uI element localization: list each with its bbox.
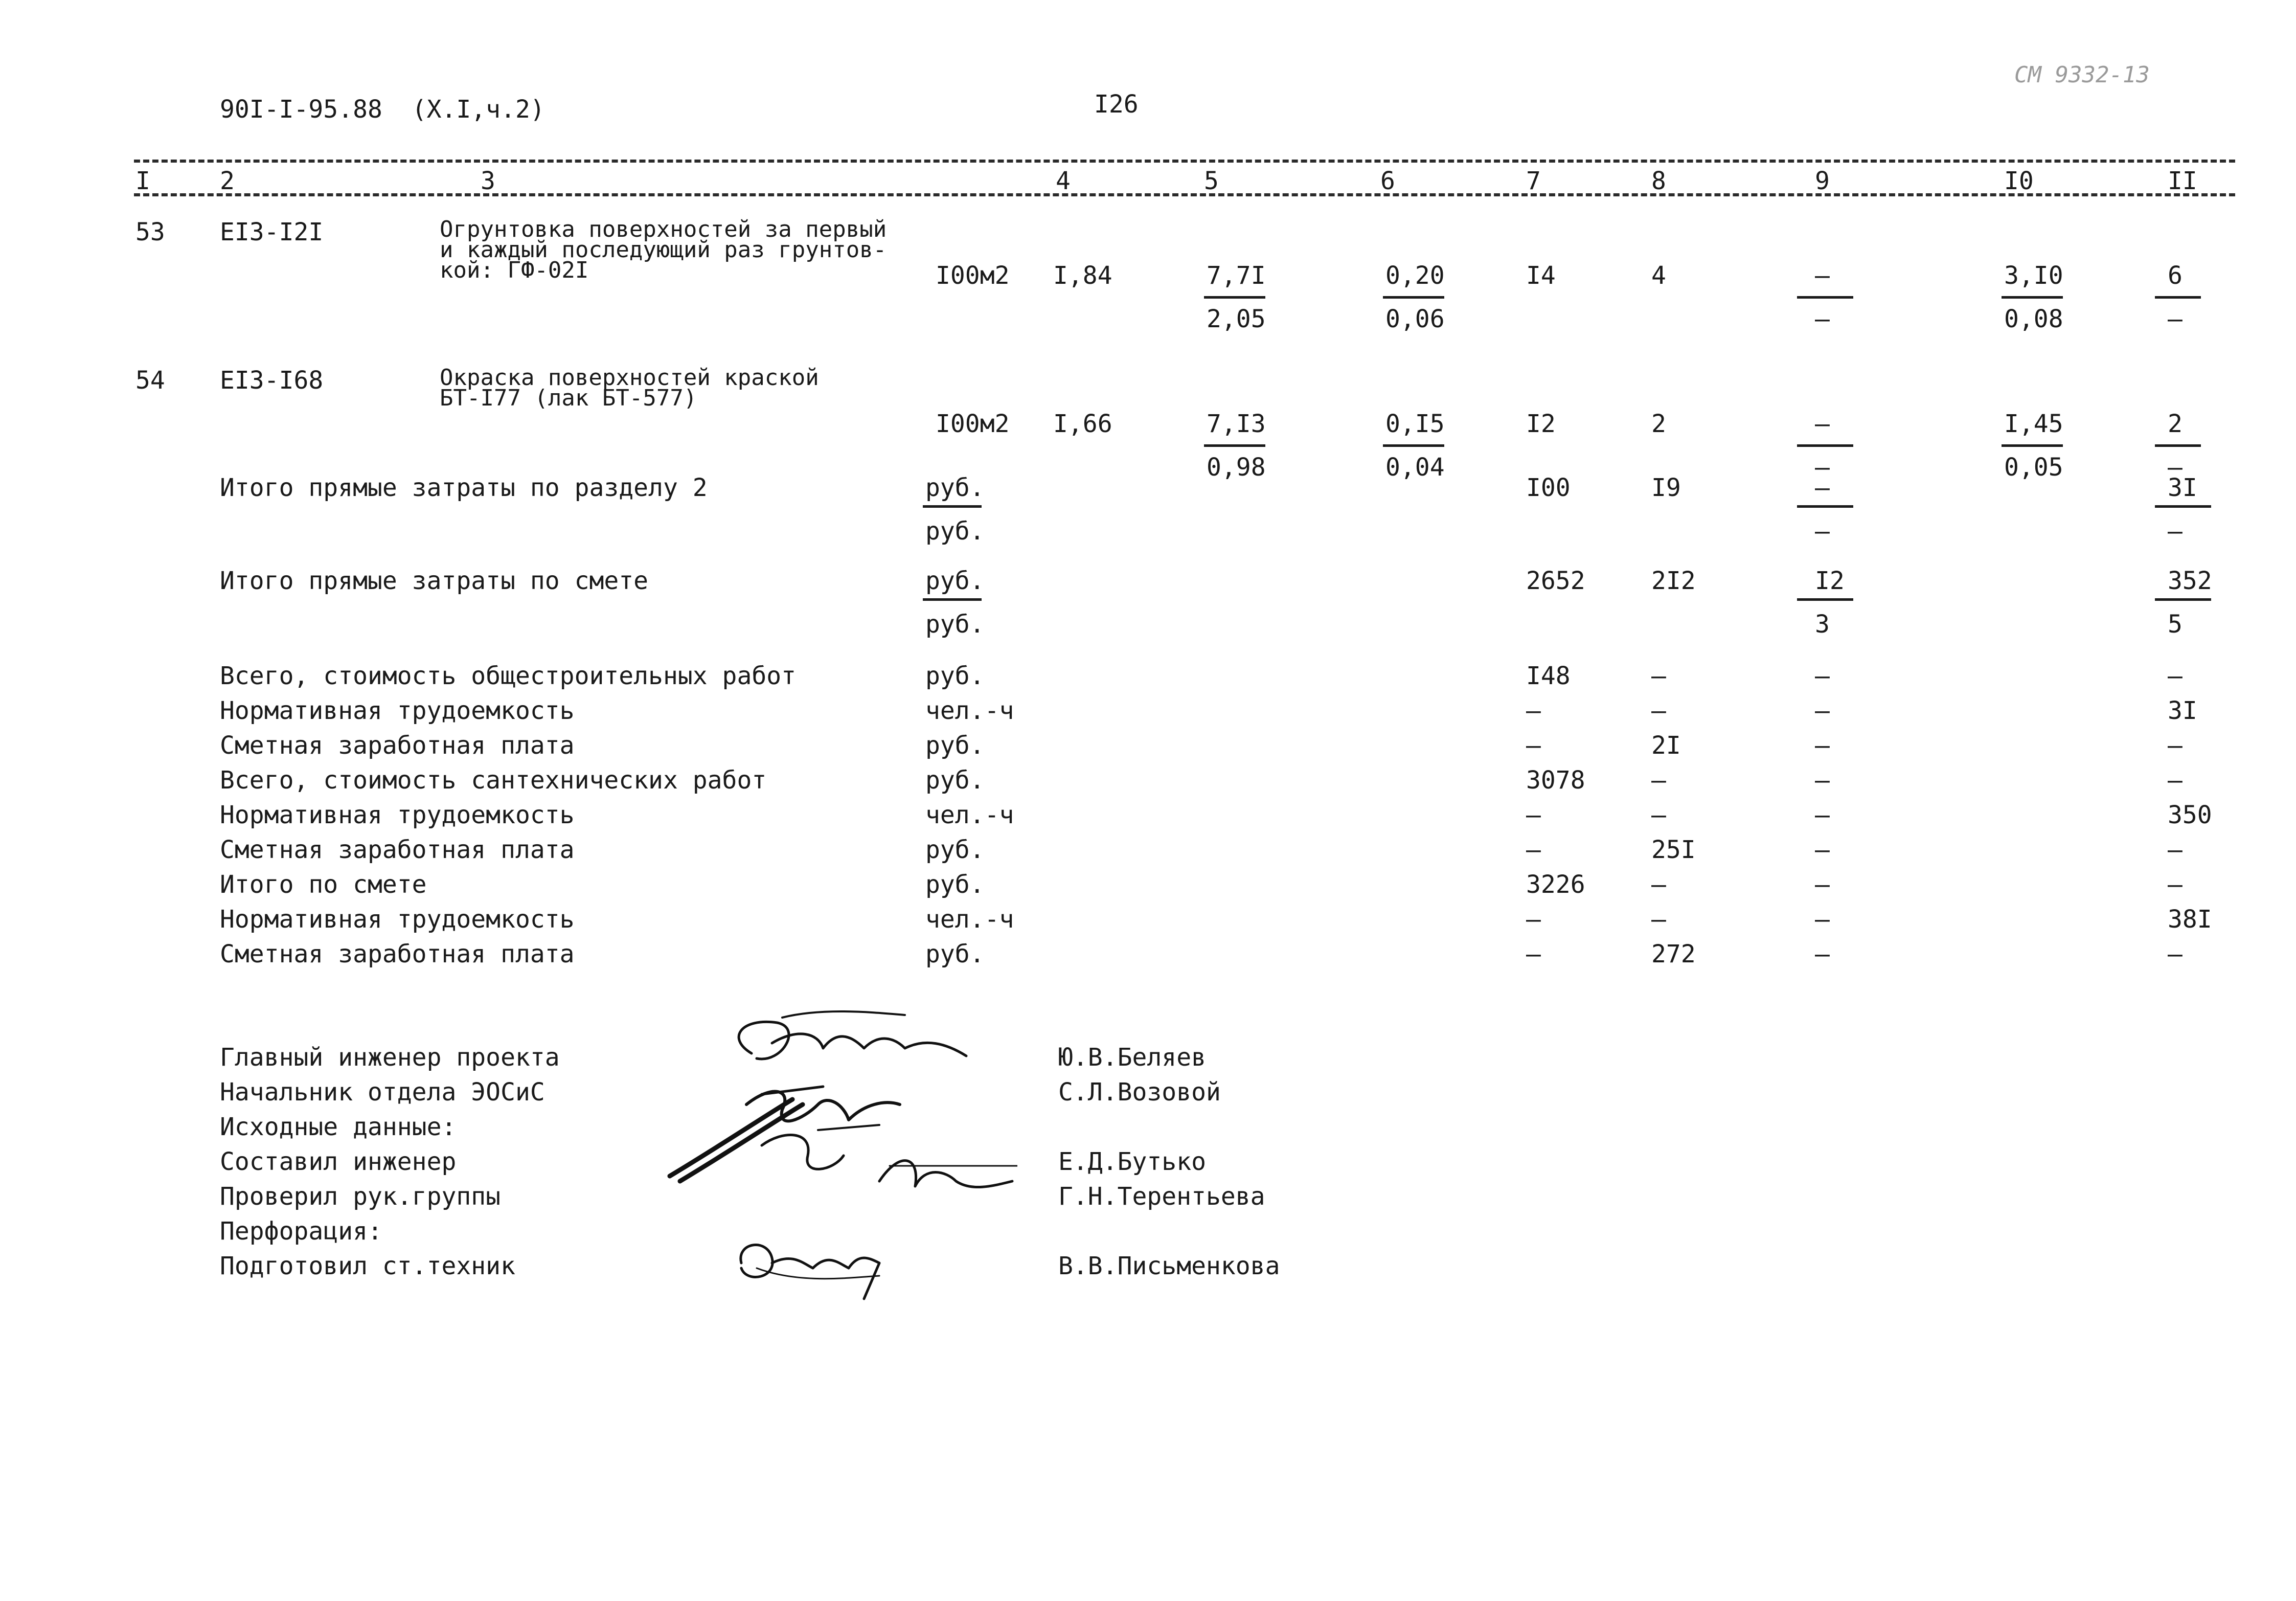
summary-machine: – <box>1815 870 1830 899</box>
work-description-line: и каждый последующий раз грунтов- <box>440 237 887 263</box>
summary-label: Нормативная трудоемкость <box>220 905 575 934</box>
signatory-role: Составил инженер <box>220 1147 457 1176</box>
signatory-name: Е.Д.Бутько <box>1058 1147 1206 1176</box>
column-number-9: 9 <box>1815 167 1830 195</box>
summary-labor: 38I <box>2168 905 2212 934</box>
column-number-7: 7 <box>1526 167 1541 195</box>
signature-pismenkova <box>726 1232 900 1309</box>
signatory-role: Проверил рук.группы <box>220 1182 501 1211</box>
machine-cost-top: – <box>1815 410 1830 438</box>
unit: I00м2 <box>936 261 1010 290</box>
column-number-3: 3 <box>481 167 495 195</box>
totals-label: Итого прямые затраты по смете <box>220 567 649 595</box>
totals-unit-top: руб. <box>925 567 985 595</box>
quantity: I,84 <box>1053 261 1112 290</box>
summary-unit: руб. <box>925 731 985 760</box>
fraction-bar <box>1383 444 1444 447</box>
signatory-name: Г.Н.Терентьева <box>1058 1182 1265 1211</box>
summary-labor: – <box>2168 940 2183 968</box>
summary-label: Нормативная трудоемкость <box>220 696 575 725</box>
totals-machine-bottom: 3 <box>1815 610 1830 639</box>
labor-unit-bottom: 0,05 <box>2004 453 2063 482</box>
summary-wages: – <box>1651 662 1666 690</box>
signatory-role: Подготовил ст.техник <box>220 1252 515 1280</box>
summary-cost: I48 <box>1526 662 1571 690</box>
unit: I00м2 <box>936 410 1010 438</box>
totals-unit-bottom: руб. <box>925 517 985 546</box>
signatory-name: В.В.Письменкова <box>1058 1252 1280 1280</box>
labor-total-top: 6 <box>2168 261 2183 290</box>
summary-machine: – <box>1815 905 1830 934</box>
summary-machine: – <box>1815 696 1830 725</box>
fraction-bar <box>2155 598 2211 601</box>
fraction-bar <box>923 598 982 601</box>
summary-wages: 25I <box>1651 836 1696 864</box>
fraction-bar <box>1383 296 1444 299</box>
unit-cost-total: 7,7I <box>1207 261 1266 290</box>
summary-labor: – <box>2168 662 2183 690</box>
summary-unit: чел.-ч <box>925 696 1014 725</box>
unit-cost-total: 7,I3 <box>1207 410 1266 438</box>
summary-wages: – <box>1651 801 1666 829</box>
signature-belyaev <box>721 1007 1007 1084</box>
totals-wages: I9 <box>1651 473 1681 502</box>
totals-machine-top: I2 <box>1815 567 1845 595</box>
totals-labor-bottom: 5 <box>2168 610 2183 639</box>
totals-labor-top: 352 <box>2168 567 2212 595</box>
unit-machine-wages: 0,06 <box>1385 305 1445 333</box>
unit-machine-cost: 0,I5 <box>1385 410 1445 438</box>
fraction-bar <box>1797 444 1853 447</box>
total-wages: 2 <box>1651 410 1666 438</box>
column-number-2: 2 <box>220 167 235 195</box>
fraction-bar <box>2155 444 2201 447</box>
summary-machine: – <box>1815 836 1830 864</box>
summary-label: Сметная заработная плата <box>220 731 575 760</box>
total-cost: I2 <box>1526 410 1556 438</box>
header-rule-top <box>134 160 2235 163</box>
summary-label: Сметная заработная плата <box>220 836 575 864</box>
signatory-role: Главный инженер проекта <box>220 1043 560 1072</box>
header-rule-bottom <box>134 193 2235 196</box>
labor-total-bottom: – <box>2168 305 2183 333</box>
totals-wages: 2I2 <box>1651 567 1696 595</box>
unit-cost-wages: 0,98 <box>1207 453 1266 482</box>
fraction-bar <box>1204 296 1265 299</box>
summary-unit: руб. <box>925 662 985 690</box>
summary-label: Сметная заработная плата <box>220 940 575 968</box>
column-number-1: I <box>135 167 150 195</box>
column-number-8: 8 <box>1651 167 1666 195</box>
total-wages: 4 <box>1651 261 1666 290</box>
summary-wages: – <box>1651 870 1666 899</box>
summary-label: Всего, стоимость общестроительных работ <box>220 662 797 690</box>
document-code: 90I-I-95.88 (X.I,ч.2) <box>220 95 545 124</box>
summary-wages: – <box>1651 905 1666 934</box>
unit-machine-cost: 0,20 <box>1385 261 1445 290</box>
totals-cost: I00 <box>1526 473 1571 502</box>
column-number-10: I0 <box>2004 167 2034 195</box>
unit-machine-wages: 0,04 <box>1385 453 1445 482</box>
summary-cost: – <box>1526 940 1541 968</box>
signature-butko <box>660 1094 1017 1227</box>
total-cost: I4 <box>1526 261 1556 290</box>
summary-cost: – <box>1526 731 1541 760</box>
rate-code: EI3-I68 <box>220 366 324 395</box>
totals-cost: 2652 <box>1526 567 1585 595</box>
page-number: I26 <box>1094 90 1139 119</box>
signatory-name: Ю.В.Беляев <box>1058 1043 1206 1072</box>
summary-machine: – <box>1815 662 1830 690</box>
fraction-bar <box>2002 444 2063 447</box>
labor-total-bottom: – <box>2168 453 2183 482</box>
fraction-bar <box>1204 444 1265 447</box>
column-number-6: 6 <box>1380 167 1395 195</box>
summary-unit: руб. <box>925 940 985 968</box>
fraction-bar <box>1797 505 1853 508</box>
quantity: I,66 <box>1053 410 1112 438</box>
summary-unit: руб. <box>925 766 985 795</box>
summary-labor: – <box>2168 731 2183 760</box>
summary-labor: – <box>2168 766 2183 795</box>
summary-cost: 3078 <box>1526 766 1585 795</box>
row-number: 53 <box>135 218 165 246</box>
summary-unit: чел.-ч <box>925 801 1014 829</box>
work-description-line: Огрунтовка поверхностей за первый <box>440 216 887 242</box>
signatory-name: С.Л.Возовой <box>1058 1078 1221 1107</box>
work-description-line: кой: ГФ-02I <box>440 257 589 283</box>
machine-cost-bottom: – <box>1815 305 1830 333</box>
summary-machine: – <box>1815 731 1830 760</box>
summary-wages: 2I <box>1651 731 1681 760</box>
labor-unit-top: I,45 <box>2004 410 2063 438</box>
summary-wages: – <box>1651 696 1666 725</box>
summary-labor: 3I <box>2168 696 2197 725</box>
summary-unit: чел.-ч <box>925 905 1014 934</box>
labor-unit-bottom: 0,08 <box>2004 305 2063 333</box>
summary-machine: – <box>1815 801 1830 829</box>
fraction-bar <box>1797 598 1853 601</box>
column-number-11: II <box>2168 167 2197 195</box>
summary-cost: 3226 <box>1526 870 1585 899</box>
column-number-4: 4 <box>1056 167 1071 195</box>
row-number: 54 <box>135 366 165 395</box>
summary-labor: – <box>2168 836 2183 864</box>
fraction-bar <box>2155 505 2211 508</box>
totals-machine-bottom: – <box>1815 517 1830 546</box>
summary-cost: – <box>1526 801 1541 829</box>
summary-machine: – <box>1815 940 1830 968</box>
totals-label: Итого прямые затраты по разделу 2 <box>220 473 708 502</box>
summary-cost: – <box>1526 836 1541 864</box>
archive-stamp: СМ 9332-13 <box>2014 62 2150 88</box>
signatory-role: Начальник отдела ЭОСиС <box>220 1078 545 1107</box>
totals-labor-top: 3I <box>2168 473 2197 502</box>
summary-labor: 350 <box>2168 801 2212 829</box>
summary-cost: – <box>1526 905 1541 934</box>
fraction-bar <box>2002 296 2063 299</box>
summary-machine: – <box>1815 766 1830 795</box>
rate-code: EI3-I2I <box>220 218 324 246</box>
labor-total-top: 2 <box>2168 410 2183 438</box>
machine-cost-top: – <box>1815 261 1830 290</box>
unit-cost-wages: 2,05 <box>1207 305 1266 333</box>
signatory-role: Перфорация: <box>220 1217 382 1246</box>
fraction-bar <box>923 505 982 508</box>
work-description-line: Окраска поверхностей краской <box>440 365 819 391</box>
totals-unit-top: руб. <box>925 473 985 502</box>
fraction-bar <box>2155 296 2201 299</box>
summary-cost: – <box>1526 696 1541 725</box>
summary-wages: 272 <box>1651 940 1696 968</box>
column-number-5: 5 <box>1204 167 1219 195</box>
totals-labor-bottom: – <box>2168 517 2183 546</box>
summary-labor: – <box>2168 870 2183 899</box>
totals-machine-top: – <box>1815 473 1830 502</box>
summary-label: Всего, стоимость сантехнических работ <box>220 766 767 795</box>
summary-unit: руб. <box>925 870 985 899</box>
summary-unit: руб. <box>925 836 985 864</box>
summary-label: Нормативная трудоемкость <box>220 801 575 829</box>
fraction-bar <box>1797 296 1853 299</box>
summary-wages: – <box>1651 766 1666 795</box>
labor-unit-top: 3,I0 <box>2004 261 2063 290</box>
summary-label: Итого по смете <box>220 870 427 899</box>
machine-cost-bottom: – <box>1815 453 1830 482</box>
totals-unit-bottom: руб. <box>925 610 985 639</box>
work-description-line: БТ-I77 (лак БТ-577) <box>440 385 697 411</box>
signatory-role: Исходные данные: <box>220 1113 457 1141</box>
